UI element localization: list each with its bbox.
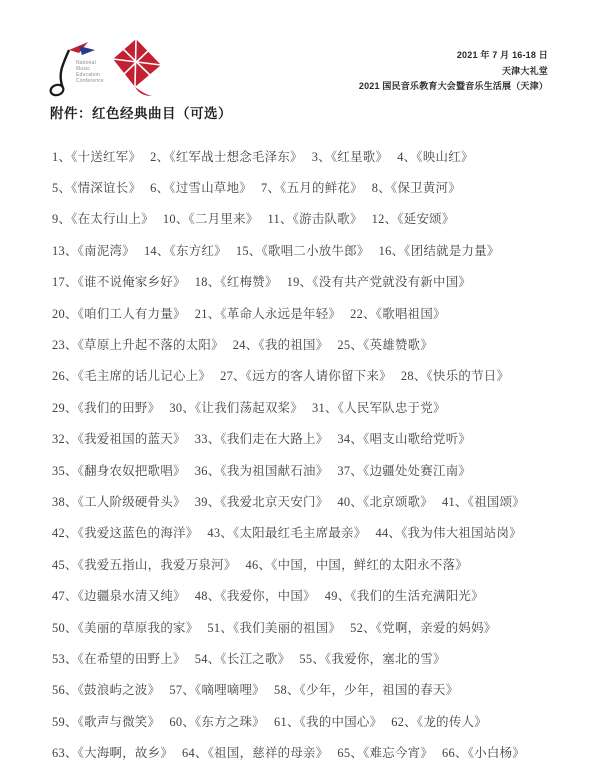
song-entry: 63、《大海啊，故乡》 <box>52 746 174 761</box>
song-entry: 58、《少年，少年，祖国的春天》 <box>273 683 459 698</box>
song-entry: 12、《延安颂》 <box>371 212 455 227</box>
song-row <box>52 485 572 516</box>
logo-word: Conference <box>76 78 104 84</box>
song-list <box>52 140 572 768</box>
song-row <box>52 203 572 234</box>
song-entry: 25、《英雄赞歌》 <box>337 338 434 353</box>
song-row <box>52 423 572 454</box>
song-entry: 44、《我为伟大祖国站岗》 <box>375 526 522 541</box>
song-entry: 6、《过雪山草地》 <box>150 181 252 196</box>
event-venue: 天津大礼堂 <box>501 65 548 76</box>
song-entry: 37、《边疆处处赛江南》 <box>337 463 472 478</box>
song-entry: 64、《祖国，慈祥的母亲》 <box>182 746 329 761</box>
song-row <box>52 328 572 359</box>
song-row <box>52 548 572 579</box>
song-entry: 20、《咱们工人有力量》 <box>52 306 186 321</box>
song-row <box>52 297 572 328</box>
song-entry: 55、《我爱你，塞北的雪》 <box>299 651 446 666</box>
song-entry: 35、《翻身农奴把歌唱》 <box>52 463 186 478</box>
song-entry: 65、《难忘今宵》 <box>337 746 434 761</box>
song-entry: 46、《中国，中国，鲜红的太阳永不落》 <box>245 557 468 572</box>
song-entry: 10、《二月里来》 <box>162 212 259 227</box>
song-entry: 11、《游击队歌》 <box>267 212 363 227</box>
song-entry: 9、《在太行山上》 <box>52 212 154 227</box>
song-entry: 42、《我爱这蓝色的海洋》 <box>52 526 199 541</box>
song-entry: 30、《让我们荡起双桨》 <box>169 400 304 415</box>
song-entry: 5、《情深谊长》 <box>52 181 142 196</box>
song-entry: 8、《保卫黄河》 <box>371 181 461 196</box>
song-entry: 16、《团结就是力量》 <box>378 243 500 258</box>
song-entry: 7、《五月的鲜花》 <box>260 181 363 196</box>
song-entry: 28、《快乐的节日》 <box>400 369 510 384</box>
song-entry: 36、《我为祖国献石油》 <box>194 463 329 478</box>
song-row <box>52 454 572 485</box>
song-row <box>52 234 572 265</box>
song-row <box>52 391 572 422</box>
song-entry: 32、《我爱祖国的蓝天》 <box>52 432 186 447</box>
song-entry: 40、《北京颂歌》 <box>337 494 434 509</box>
song-row <box>52 611 572 642</box>
red-kite-logo <box>108 36 166 102</box>
song-entry: 52、《党啊，亲爱的妈妈》 <box>350 620 497 635</box>
song-entry: 61、《我的中国心》 <box>273 714 383 729</box>
song-entry: 29、《我们的田野》 <box>52 400 161 415</box>
song-entry: 22、《歌唱祖国》 <box>350 306 446 321</box>
song-entry: 4、《映山红》 <box>397 149 474 164</box>
song-entry: 53、《在希望的田野上》 <box>52 651 186 666</box>
song-entry: 3、《红星歌》 <box>311 149 389 164</box>
logo-wordmark <box>76 60 104 84</box>
national-music-education-conference-logo <box>46 40 108 100</box>
song-entry: 21、《革命人永远是年轻》 <box>194 306 342 321</box>
song-row <box>52 266 572 297</box>
event-date: 2021 年 7 月 16-18 日 <box>456 50 548 60</box>
song-entry: 17、《谁不说俺家乡好》 <box>52 275 186 290</box>
song-entry: 43、《太阳最红毛主席最亲》 <box>207 526 367 541</box>
song-entry: 31、《人民军队忠于党》 <box>312 400 446 415</box>
song-row <box>52 642 572 673</box>
song-entry: 38、《工人阶级硬骨头》 <box>52 494 186 509</box>
event-info <box>359 48 548 95</box>
song-entry: 26、《毛主席的话儿记心上》 <box>52 369 212 384</box>
song-entry: 57、《嘀哩嘀哩》 <box>169 683 265 698</box>
song-row <box>52 674 572 705</box>
song-entry: 48、《我爱你，中国》 <box>194 589 316 604</box>
song-entry: 49、《我们的生活充满阳光》 <box>324 589 484 604</box>
song-entry: 56、《鼓浪屿之波》 <box>52 683 161 698</box>
song-entry: 13、《南泥湾》 <box>52 243 135 258</box>
logo-word: Music <box>76 66 91 72</box>
song-entry: 33、《我们走在大路上》 <box>194 432 329 447</box>
song-entry: 14、《东方红》 <box>143 243 227 258</box>
song-entry: 47、《边疆泉水清又纯》 <box>52 589 186 604</box>
song-entry: 19、《没有共产党就没有新中国》 <box>286 275 472 290</box>
song-row <box>52 517 572 548</box>
song-entry: 45、《我爱五指山，我爱万泉河》 <box>52 557 237 572</box>
logo-word: Education <box>76 72 101 78</box>
song-entry: 27、《远方的客人请你留下来》 <box>220 369 392 384</box>
song-entry: 60、《东方之珠》 <box>169 714 265 729</box>
song-entry: 15、《歌唱二小放牛郎》 <box>235 243 370 258</box>
song-row <box>52 579 572 610</box>
song-entry: 54、《长江之歌》 <box>194 651 291 666</box>
attachment-title: 附件：红色经典曲目（可选） <box>50 106 232 121</box>
song-entry: 24、《我的祖国》 <box>232 338 329 353</box>
song-row <box>52 705 572 736</box>
event-name: 2021 国民音乐教育大会暨音乐生活展（天津） <box>358 81 548 91</box>
song-row <box>52 171 572 202</box>
song-entry: 23、《草原上升起不落的太阳》 <box>52 338 224 353</box>
song-entry: 66、《小白杨》 <box>442 746 525 761</box>
song-row <box>52 736 572 767</box>
song-row <box>52 140 572 171</box>
song-entry: 39、《我爱北京天安门》 <box>194 494 329 509</box>
song-entry: 62、《龙的传人》 <box>391 714 487 729</box>
song-row <box>52 360 572 391</box>
logo-word: National <box>76 60 96 66</box>
song-entry: 50、《美丽的草原我的家》 <box>52 620 199 635</box>
song-entry: 18、《红梅赞》 <box>194 275 278 290</box>
song-entry: 34、《唱支山歌给党听》 <box>337 432 472 447</box>
song-entry: 41、《祖国颂》 <box>442 494 525 509</box>
song-entry: 59、《歌声与微笑》 <box>52 714 161 729</box>
song-entry: 51、《我们美丽的祖国》 <box>207 620 342 635</box>
song-entry: 1、《十送红军》 <box>52 149 142 164</box>
song-entry: 2、《红军战士想念毛泽东》 <box>150 149 303 164</box>
